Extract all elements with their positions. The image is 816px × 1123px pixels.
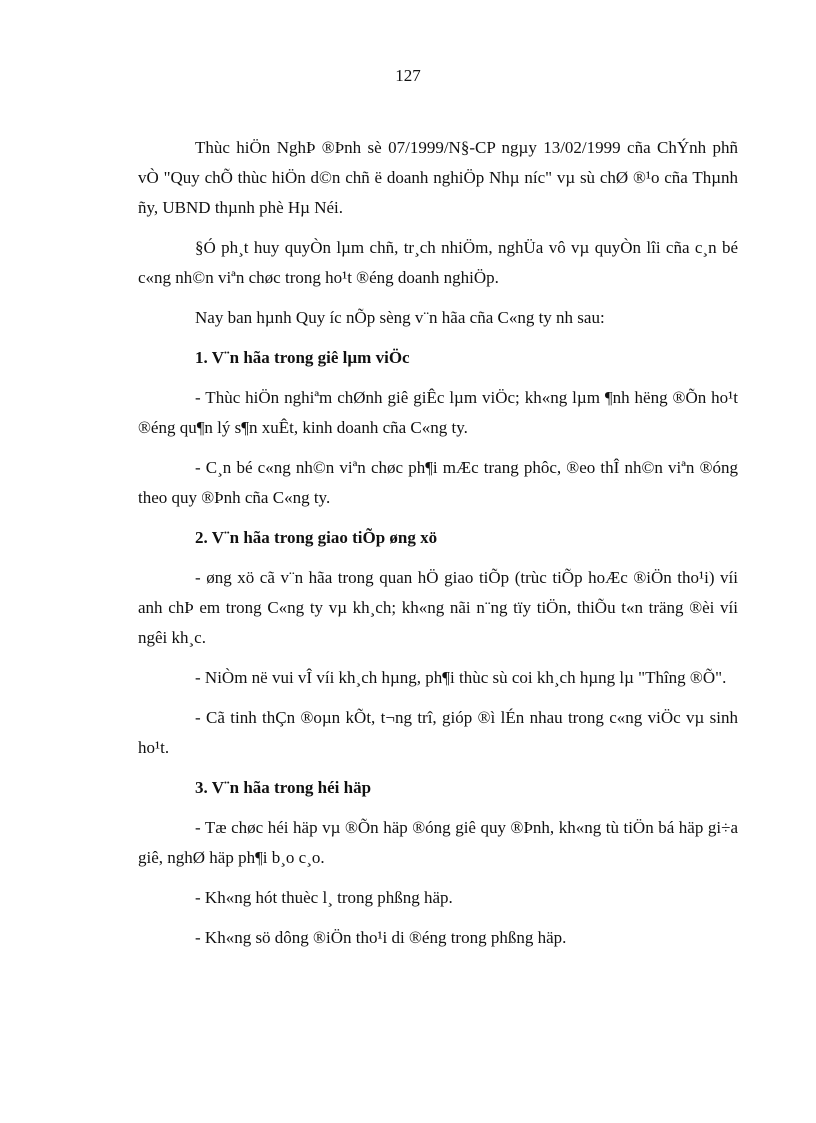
list-item: - Kh«ng sö dông ®iÖn tho¹i di ®éng trong phßng häp.: [195, 928, 567, 947]
page-number: 127: [395, 66, 421, 85]
list-item: - Kh«ng hót thuèc l¸ trong phßng häp.: [195, 888, 453, 907]
enactment-paragraph: Nay ban hµnh Quy íc nÕp sèng v¨n hãa cña C«ng ty nh sau:: [195, 308, 605, 327]
section-heading-2: 2. V¨n hãa trong giao tiÕp øng xö: [195, 528, 438, 547]
list-item: - øng xö cã v¨n hãa trong quan hÖ giao tiÕp (trùc tiÕp hoÆc ®iÖn tho¹i) víi anh chÞ em trong C«ng ty vµ kh¸ch; kh«ng nãi n¨ng tïy tiÖn, thiÕu t«n träng ®èi víi ngêi kh¸c.: [138, 568, 738, 647]
list-item: - C¸n bé c«ng nh©n viªn chøc ph¶i mÆc trang phôc, ®eo thÎ nh©n viªn ®óng theo quy ®Þnh cña C«ng ty.: [138, 458, 738, 507]
list-item: - Tæ chøc héi häp vµ ®Õn häp ®óng giê quy ®Þnh, kh«ng tù tiÖn bá häp gi÷a giê, nghØ häp ph¶i b¸o c¸o.: [138, 818, 738, 867]
section-heading-1: 1. V¨n hãa trong giê lµm viÖc: [195, 348, 410, 367]
list-item: - NiÒm në vui vÎ víi kh¸ch hµng, ph¶i thùc sù coi kh¸ch hµng lµ "Thîng ®Õ".: [195, 668, 727, 687]
document-body: [138, 133, 738, 963]
list-item: - Cã tinh thÇn ®oµn kÕt, t¬ng trî, gióp ®ì lÉn nhau trong c«ng viÖc vµ sinh ho¹t.: [138, 708, 738, 757]
intro-paragraph: Thùc hiÖn NghÞ ®Þnh sè 07/1999/N§-CP ngµy 13/02/1999 cña ChÝnh phñ vÒ "Quy chÕ thùc hiÖn d©n chñ ë doanh nghiÖp Nhµ níc" vµ sù chØ ®¹o cña Thµnh ñy, UBND thµnh phè Hµ Néi.: [138, 138, 738, 217]
purpose-paragraph: §Ó ph¸t huy quyÒn lµm chñ, tr¸ch nhiÖm, nghÜa vô vµ quyÒn lîi cña c¸n bé c«ng nh©n viªn chøc trong ho¹t ®éng doanh nghiÖp.: [138, 238, 738, 287]
list-item: - Thùc hiÖn nghiªm chØnh giê giÊc lµm viÖc; kh«ng lµm ¶nh hëng ®Õn ho¹t ®éng qu¶n lý s¶n xuÊt, kinh doanh cña C«ng ty.: [138, 388, 738, 437]
section-heading-3: 3. V¨n hãa trong héi häp: [195, 778, 372, 797]
